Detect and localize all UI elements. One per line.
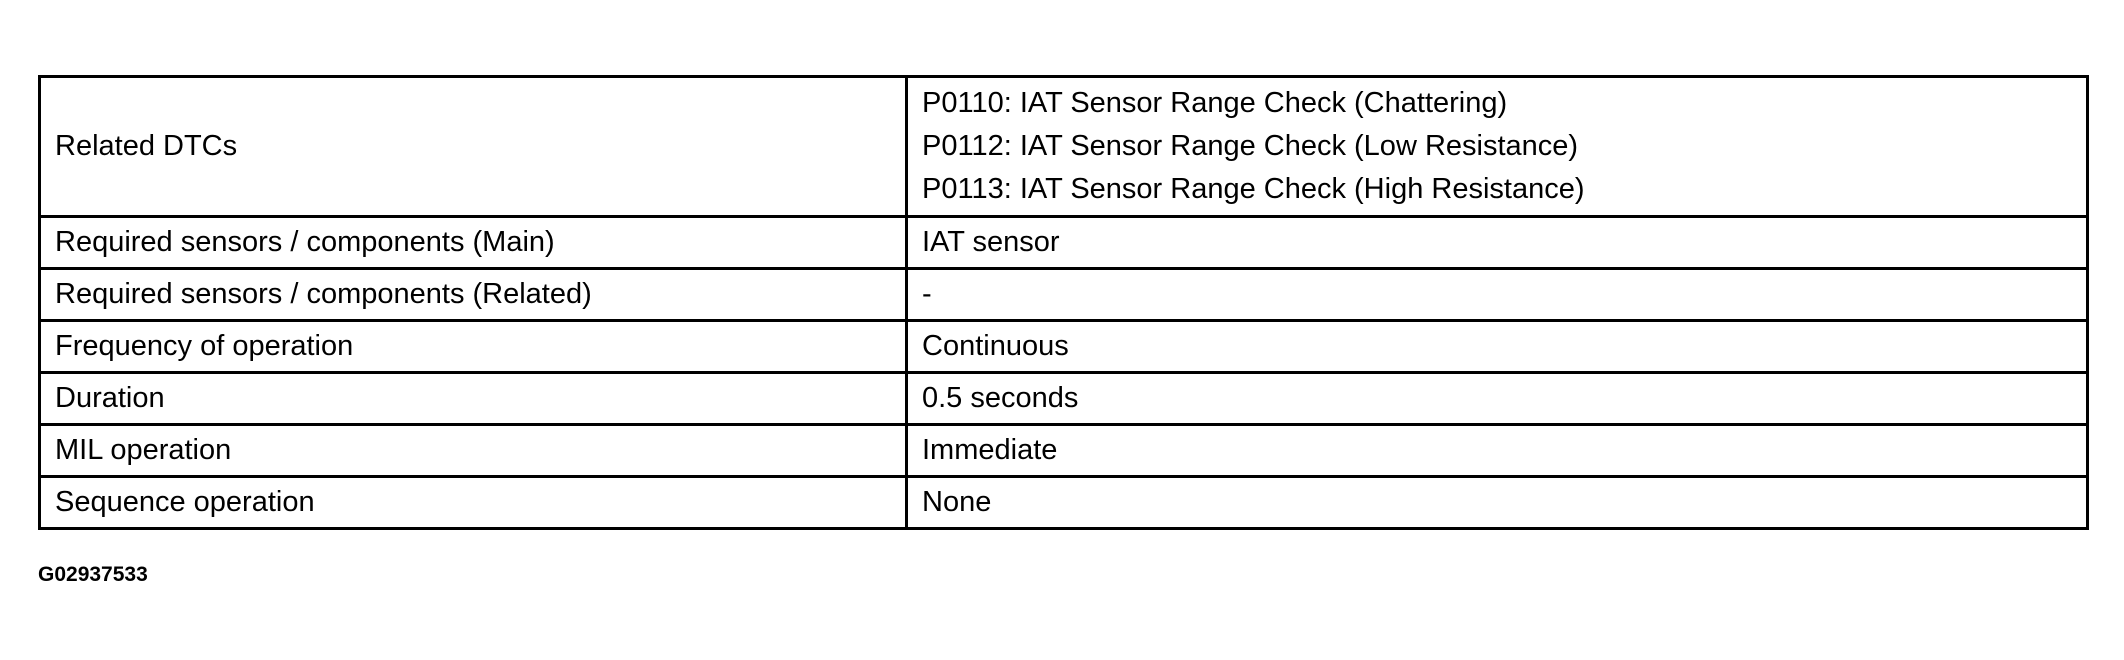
row-label: Frequency of operation [40, 321, 907, 373]
table-row-sequence-operation [40, 477, 2088, 529]
row-value: IAT sensor [907, 217, 2088, 269]
row-value: Continuous [907, 321, 2088, 373]
dtc-item: P0112: IAT Sensor Range Check (Low Resistance) [922, 130, 1579, 162]
table-row-required-main [40, 217, 2088, 269]
row-label: Related DTCs [40, 77, 907, 217]
row-value: 0.5 seconds [907, 373, 2088, 425]
row-value: - [907, 269, 2088, 321]
row-label: Required sensors / components (Main) [40, 217, 907, 269]
row-label: Required sensors / components (Related) [40, 269, 907, 321]
row-value: None [907, 477, 2088, 529]
row-value: Immediate [907, 425, 2088, 477]
table-row-frequency [40, 321, 2088, 373]
row-label: Sequence operation [40, 477, 907, 529]
row-label: MIL operation [40, 425, 907, 477]
table-row-duration [40, 373, 2088, 425]
monitor-spec-table [38, 75, 2089, 530]
table-row-required-related [40, 269, 2088, 321]
dtc-item: P0110: IAT Sensor Range Check (Chattering) [922, 87, 1508, 119]
table-row-related-dtcs [40, 77, 2088, 217]
row-label: Duration [40, 373, 907, 425]
figure-id: G02937533 [38, 563, 148, 586]
table-row-mil-operation [40, 425, 2088, 477]
dtc-list [907, 77, 2088, 217]
dtc-item: P0113: IAT Sensor Range Check (High Resistance) [922, 173, 1585, 205]
